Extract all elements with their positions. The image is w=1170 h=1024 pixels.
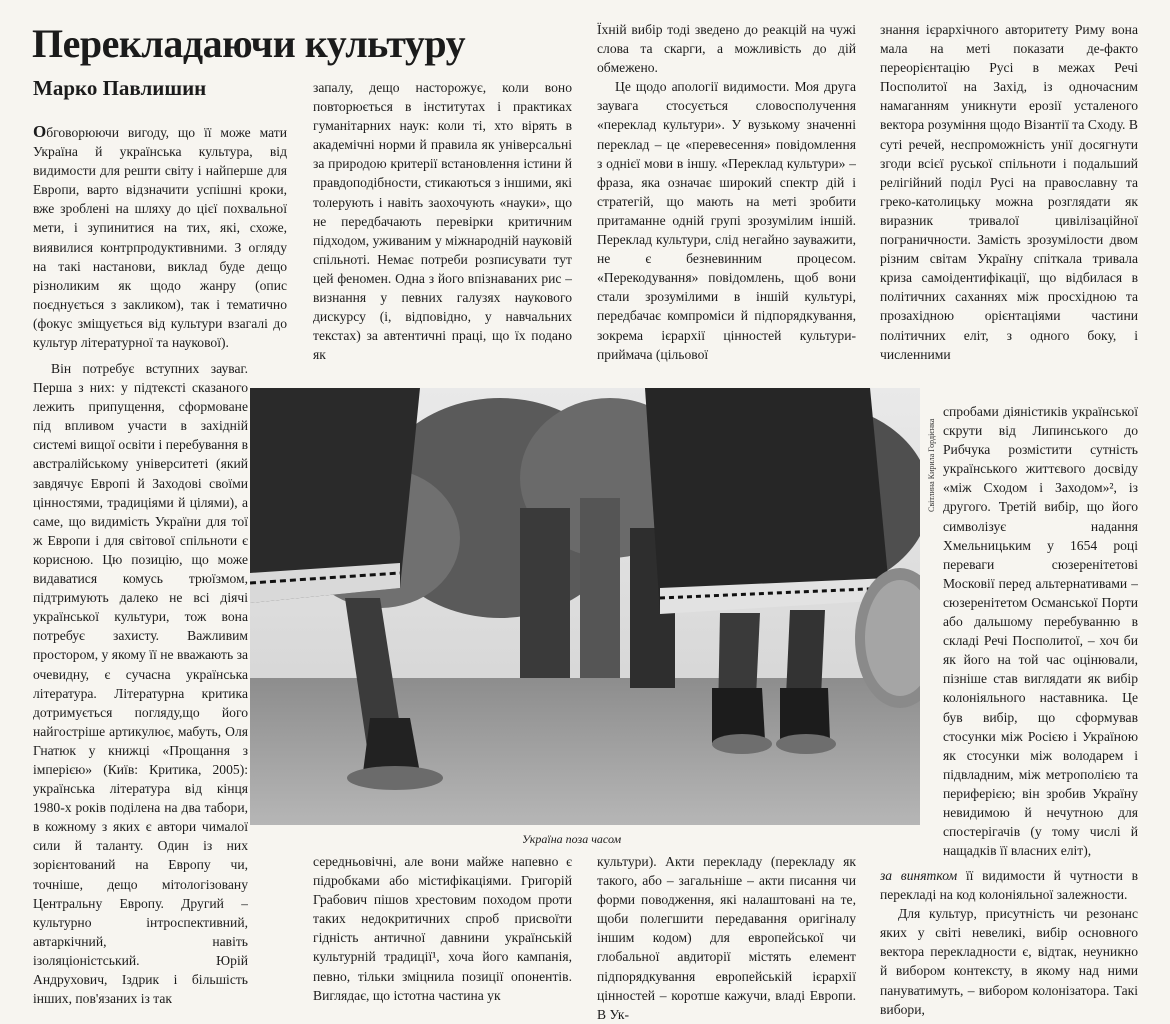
paragraph: Їхній вибір тоді зведено до реакцій на чужі слова та скарги, а можливість до дій обмежено. — [597, 22, 856, 76]
article-author: Марко Павлишин — [33, 76, 207, 100]
text-column-4-lower — [943, 402, 1138, 862]
paragraph: запалу, дещо насторожує, коли воно повторюється в інститутах і практиках гуманітарних наук: коли ті, хто вірять в академічні норми й правила як універсальні за природою критерії встановлення істини й правдоподібности, стикаються з іншими, які толерують і навіть заохочують «науки», що не передбачають перевірки критичним підходом, уживаним у міжнародній науковій спільноті. Немає потреби розписувати тут цей феномен. Одна з його впізнаваних рис – визнання у певних галузях наукового дискурсу (і, відповідно, у навчальних текстах) за автентичні праці, що їх подано як — [313, 80, 572, 363]
text-column-3-lower — [597, 852, 856, 1024]
article-photo — [250, 388, 920, 825]
paragraph: середньовічні, але вони майже напевно є підробками або містифікаціями. Григорій Грабович пішов хрестовим походом проти таких недокритичних спроб присвоїти гідність античної давнини українській культурній традиції¹, хоча його кампанія, певно, тільки зміцнила позиції опонентів. Виглядає, що істотна частина ук — [313, 854, 572, 1003]
text-column-2 — [313, 78, 572, 378]
paragraph: Це щодо апології видимости. Моя друга заувага стосується словосполучення «переклад культури». У вузькому значенні переклад – це «перевесення» повідомлення з однієї мови в іншу. «Переклад культури» – фраза, яка означає широкий спектр дій і стратегій, що мають на меті зробити притаманне одній групі зрозумілим іншій. Переклад культури, слід негайно зауважити, не є безневинним процесом. «Перекодування» повідомлень, щоб вони стали зрозумілими в іншій культурі, передбачає компроміси й підпорядкування, зокрема ієрархії цінностей культури-приймача (цільової — [597, 79, 856, 362]
text-column-4 — [880, 20, 1138, 395]
photo-caption: Україна поза часом — [522, 832, 622, 846]
text-column-1 — [33, 122, 287, 374]
text-column-4-bottom — [880, 866, 1138, 1024]
paragraph: Він потребує вступних зауваг. Перша з них: у підтексті сказаного лежить припущення, сформоване під впливом участи в західній системі вищої освіти і перебування в австралійському університеті (який завдячує Европі й Заходові своїми цінностями, традиціями й цілями), а саме, що видимість України для тої ж Европи і для світової спільноти є корисною. Цю позицію, що може видаватися комусь трюїзмом, підтримують далеко не всі діячі української культури, тож вона потребує захисту. Важливим простором, у якому її не вважають за очевидну, є сучасна українська література. Літературна критика дотримується погляду,що його найгостріше артикулює, мабуть, Оля Гнатюк у книжці «Прощання з імперією» (Київ: Критика, 2005): українська література від кінця 1980-х років поділена на два табори, в кожному з яких є автори чималої сили й таланту. Один із них зорієнтований на Европу чи, точніше, дещо мітологізовану Центральну Европу. Другий – культурно інтроспективний, автаркічний, навіть ізоляціоністський. Юрій Андрухович, Іздрик і більшість інших, пов'язаних із так — [33, 361, 248, 1007]
text-column-2-lower — [313, 852, 572, 1024]
paragraph: спробами діяністиків української скрути від Липинського до Рибчука розмістити сутність українського життєвого досвіду «між Сходом і Заходом»², із другого. Третій вибір, що його символізує надання Хмельницьким у 1654 році переваги сюзеренітетові Московії перед альтернативами – сюзеренітетом Османської Порти або дальшому перебуванню в складі Речі Посполитої, – хоч би як його на той час оцінювали, пізніше став виглядати як вибір колоніяльного наставника. Це був вибір, що сформував стосунки між Росією і Україною як стосунки між володарем і підвладним, між метрополією та периферією; він зробив Україну невидимою й нечутною для спостерігачів (у тому числі й нащадків її власних еліт), — [943, 404, 1138, 859]
drop-cap: О — [33, 122, 47, 141]
folk-dancers-photo — [250, 388, 920, 825]
paragraph: Обговорюючи вигоду, що її може мати Україна й українська культура, від видимости для решти світу і найперше для Европи, варто відзначити успішні кроки, вже зроблені на шляху до цієї похвальної мети, і зупинитися на тих, які, схоже, виявилися контрпродуктивними. З огляду на такі настанови, виклад буде дещо різноликим як щодо жанру (опис поєднується з закликом), так і тематично (фокус зміщується від культури взагалі до культур літературної та наукової). — [33, 122, 287, 351]
paragraph: Для культур, присутність чи резонанс яких у світі невеликі, вибір основного вектора перекладности є, відтак, неуникно й вибором контексту, в якому над ними пануватимуть, – вибором колонізатора. Такі вибори, — [880, 906, 1138, 1017]
article-title: Перекладаючи культуру — [32, 21, 466, 66]
text-column-3 — [597, 20, 856, 378]
paragraph: знання ієрархічного авторитету Риму вона мала на меті показати де-факто переорієнтацію Русі в межах Речі Посполитої на Захід, із одночасним намаганням уникнути ерозії усталеного вектора розуміння щодо Візантії та Сходу. В суті речей, неспроможність унії досягнути згоди всієї руської спільноти і подальший релігійний поділ Русі на православну та греко-католицьку можна розглядати як виразник тривалої цивілізаційної пограничности. Замість зрозумілости двом різним світам Україну спіткала тривала криза самоідентифікації, що відбилася в політичних саханнях між просхідною та прозахідною орієнтаціями частини політичних еліт, з одного боку, і численними — [880, 22, 1138, 362]
photo-credit: Світлина Кирила Гордієнка — [927, 418, 936, 512]
text-column-1-lower — [33, 359, 248, 1024]
paragraph: культури). Акти перекладу (перекладу як такого, або – загальніше – акти писання чи форми поводження, які налаштовані на те, щоби полегшити передавання оригіналу іншим кодом) для европейської чи глобальної авдиторії містять елемент підпорядкування европейській ієрархії цінностей – коротше кажучи, владі Европи. В Ук- — [597, 854, 856, 1022]
paragraph: за винятком її видимости й чутности в перекладі на код колоніяльної залежности. — [880, 868, 1138, 903]
